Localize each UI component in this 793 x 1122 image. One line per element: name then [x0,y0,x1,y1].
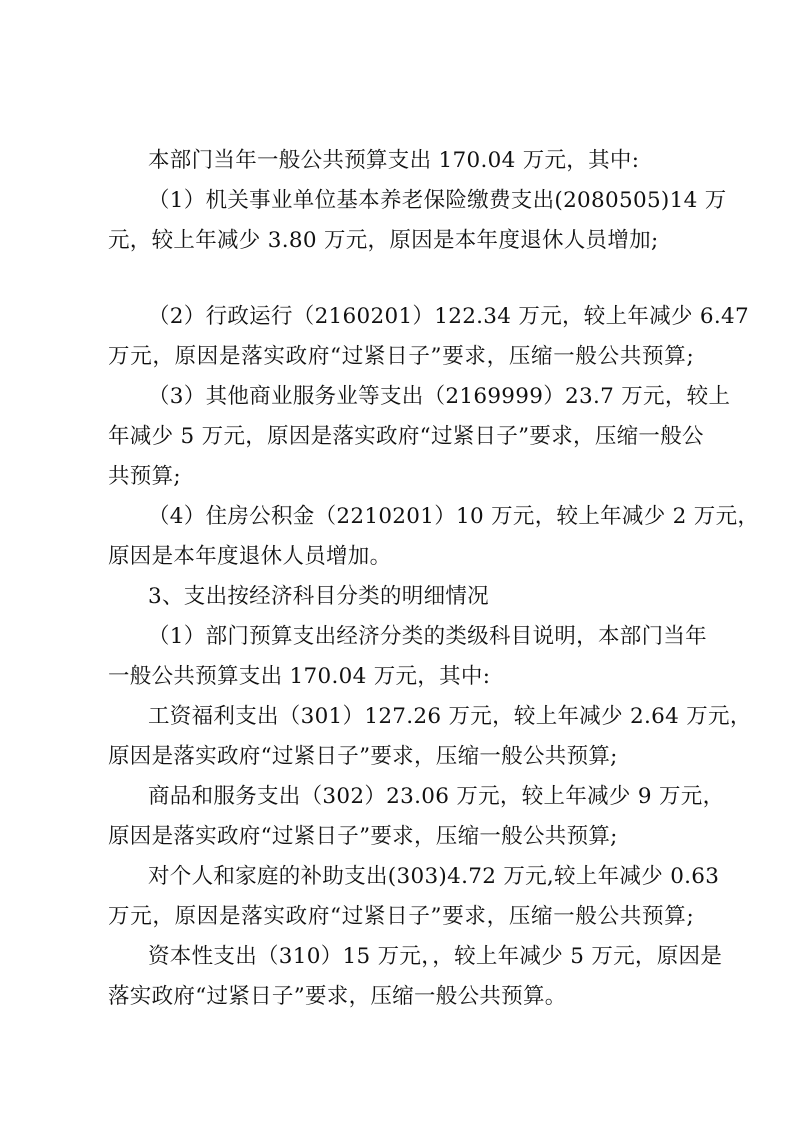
text-line-301-a: 工资福利支出（301）127.26 万元，较上年减少 2.64 万元， [148,704,752,729]
text-line-item4-a: （4）住房公积金（2210201）10 万元，较上年减少 2 万元， [148,504,760,529]
text-line-310-a: 资本性支出（310）15 万元，，较上年减少 5 万元，原因是 [148,944,723,969]
text-line-item3-c: 共预算; [108,464,181,489]
text-line-summary: 本部门当年一般公共预算支出 170.04 万元，其中: [148,148,640,173]
text-line-item2-a: （2）行政运行（2160201）122.34 万元，较上年减少 6.47 [148,304,750,329]
text-line-item1-a: （1）机关事业单位基本养老保险缴费支出(2080505)14 万 [148,188,727,213]
text-line-item1-b: 元，较上年减少 3.80 万元，原因是本年度退休人员增加; [108,228,659,253]
section-heading: 3、支出按经济科目分类的明细情况 [148,584,489,609]
text-line-item2-b: 万元，原因是落实政府“过紧日子”要求，压缩一般公共预算; [108,344,694,369]
text-line-301-b: 原因是落实政府“过紧日子”要求，压缩一般公共预算; [108,744,618,769]
text-line-item3-a: （3）其他商业服务业等支出（2169999）23.7 万元，较上 [148,384,731,409]
text-line-302-a: 商品和服务支出（302）23.06 万元，较上年减少 9 万元， [148,784,725,809]
text-line-item3-b: 年减少 5 万元，原因是落实政府“过紧日子”要求，压缩一般公 [108,424,704,449]
text-line-310-b: 落实政府“过紧日子”要求，压缩一般公共预算。 [108,984,567,1009]
text-line-303-a: 对个人和家庭的补助支出(303)4.72 万元,较上年减少 0.63 [148,864,720,889]
text-line-302-b: 原因是落实政府“过紧日子”要求，压缩一般公共预算; [108,824,618,849]
text-line-econ-intro-b: 一般公共预算支出 170.04 万元，其中: [108,664,491,689]
text-line-item4-b: 原因是本年度退休人员增加。 [108,544,392,569]
text-line-econ-intro-a: （1）部门预算支出经济分类的类级科目说明，本部门当年 [148,624,707,649]
text-line-303-b: 万元，原因是落实政府“过紧日子”要求，压缩一般公共预算; [108,904,694,929]
